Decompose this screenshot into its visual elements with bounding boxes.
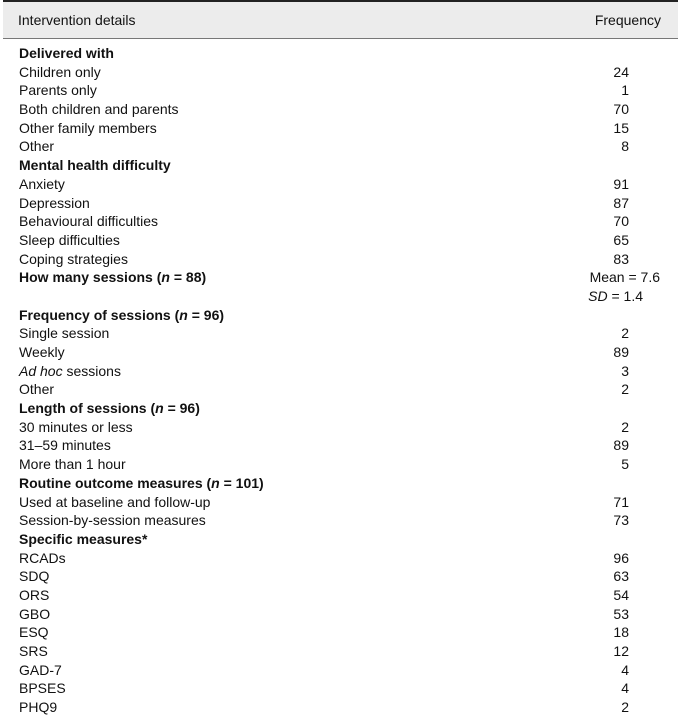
table-row: Sleep difficulties 65 bbox=[19, 231, 629, 248]
table-row: Other 8 bbox=[19, 138, 629, 155]
section-mental-health-difficulty: Mental health difficulty bbox=[19, 157, 171, 174]
table-row: 31–59 minutes 89 bbox=[19, 437, 629, 454]
section-frequency-of-sessions: Frequency of sessions (n = 96) bbox=[19, 306, 225, 323]
table-row: More than 1 hour 5 bbox=[19, 456, 629, 473]
table-row: SRS 12 bbox=[19, 643, 629, 659]
header-frequency: Frequency bbox=[594, 12, 661, 28]
table-row: GAD-7 4 bbox=[19, 661, 629, 678]
table-row: Parents only 1 bbox=[19, 82, 629, 99]
table-row: Session-by-session measures 73 bbox=[19, 512, 629, 529]
header-intervention-details: Intervention details bbox=[18, 12, 136, 28]
sessions-sd: SD = 1.4 bbox=[588, 287, 643, 304]
table-row: Single session 2 bbox=[19, 325, 629, 342]
section-how-many-sessions: How many sessions (n = 88) Mean = 7.6 bbox=[3, 268, 678, 287]
table-row: BPSES 4 bbox=[19, 680, 629, 697]
table-row: Children only 24 bbox=[19, 63, 629, 80]
table-row: ORS 54 bbox=[19, 586, 629, 603]
table-row: Behavioural difficulties 70 bbox=[19, 213, 629, 230]
table-row: Coping strategies 83 bbox=[19, 250, 629, 267]
intervention-table bbox=[3, 0, 678, 717]
section-length-of-sessions: Length of sessions (n = 96) bbox=[19, 400, 200, 417]
table-header bbox=[3, 2, 678, 39]
table-row: PHQ9 2 bbox=[19, 699, 629, 716]
table-row: ESQ 18 bbox=[19, 624, 629, 641]
sessions-mean: Mean = 7.6 bbox=[589, 269, 660, 286]
table-row: RCADs 96 bbox=[19, 549, 629, 566]
table-row: Used at baseline and follow-up 71 bbox=[19, 493, 629, 510]
table-row: Other family members 15 bbox=[19, 119, 629, 136]
sessions-sd-row bbox=[3, 287, 678, 306]
section-delivered-with: Delivered with bbox=[19, 45, 114, 61]
section-routine-outcome-measures: Routine outcome measures (n = 101) bbox=[19, 474, 264, 491]
table-row: Depression 87 bbox=[19, 194, 629, 211]
table-row: Weekly 89 bbox=[19, 344, 629, 360]
table-row: Other 2 bbox=[19, 381, 629, 398]
table-row: Ad hoc sessions 3 bbox=[19, 362, 629, 379]
table-row: Anxiety 91 bbox=[19, 175, 629, 192]
table-row: 30 minutes or less 2 bbox=[19, 418, 629, 435]
table-row: Both children and parents 70 bbox=[19, 101, 629, 118]
table-row: SDQ 63 bbox=[19, 568, 629, 585]
table-row: GBO 53 bbox=[19, 605, 629, 622]
section-specific-measures: Specific measures* bbox=[19, 530, 148, 547]
